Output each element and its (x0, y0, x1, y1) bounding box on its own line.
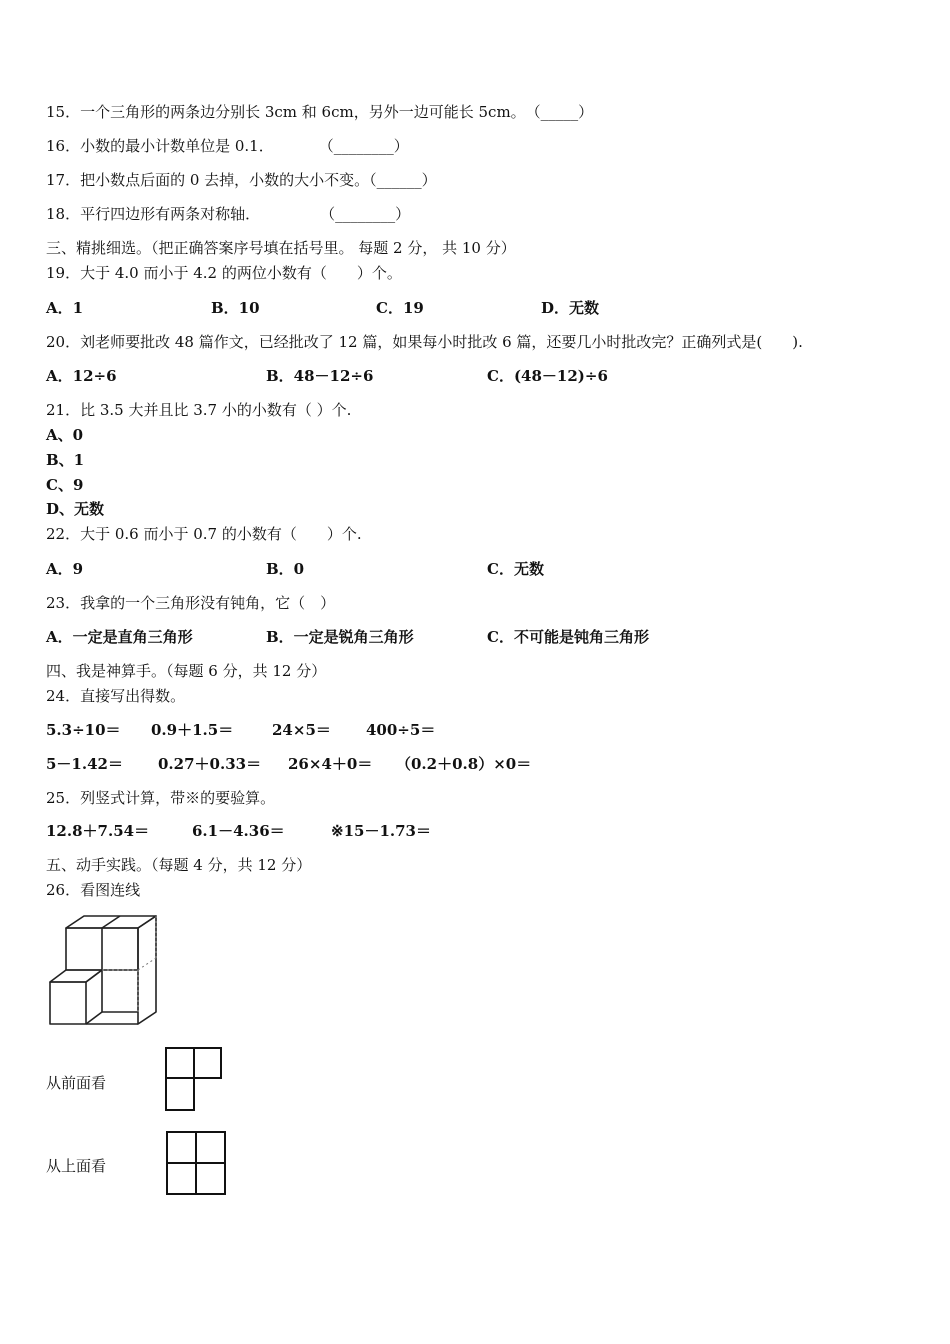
question-15: 15．一个三角形的两条边分别长 3cm 和 6cm，另外一边可能长 5cm。 （_____） (46, 103, 594, 121)
q19-option-a: A．1 (46, 299, 84, 317)
q25-item: 12.8＋7.54＝ (46, 822, 150, 840)
q21-option-a: A、0 (46, 426, 84, 444)
q24-item: 0.9＋1.5＝ (151, 721, 234, 739)
question-21-stem: 21．比 3.5 大并且比 3.7 小的小数有（ ）个. (46, 401, 352, 419)
question-19-stem: 19．大于 4.0 而小于 4.2 的两位小数有（ ）个。 (46, 264, 402, 282)
q22-option-b: B．0 (266, 560, 305, 578)
q25-item: ※15－1.73＝ (331, 822, 431, 840)
question-24-stem: 24．直接写出得数。 (46, 687, 186, 705)
q21-option-b: B、1 (46, 451, 85, 469)
q21-option-c: C、9 (46, 476, 84, 494)
q25-item: 6.1－4.36＝ (192, 822, 285, 840)
question-18: 18．平行四边形有两条对称轴． （________） (46, 205, 411, 223)
question-25-stem: 25．列竖式计算，带※的要验算。 (46, 789, 276, 807)
q19-option-d: D．无数 (541, 299, 600, 317)
cube-stack-figure (44, 912, 158, 1030)
section-5-title: 五、动手实践。（每题 4 分，共 12 分） (46, 856, 312, 874)
q20-option-b: B．48－12÷6 (266, 367, 374, 385)
q20-option-c: C．(48－12)÷6 (487, 367, 608, 385)
q19-option-c: C．19 (376, 299, 424, 317)
front-view-figure (163, 1044, 225, 1114)
q24-item: 5－1.42＝ (46, 755, 123, 773)
section-3-title: 三、精挑细选。（把正确答案序号填在括号里。 每题 2 分， 共 10 分） (46, 239, 516, 257)
question-22-stem: 22．大于 0.6 而小于 0.7 的小数有（ ）个. (46, 525, 362, 543)
question-16: 16．小数的最小计数单位是 0.1． （________） (46, 137, 409, 155)
q24-item: 0.27＋0.33＝ (158, 755, 262, 773)
question-23-stem: 23．我拿的一个三角形没有钝角，它（ ） (46, 594, 336, 612)
q21-option-d: D、无数 (46, 500, 105, 518)
q24-item: 5.3÷10＝ (46, 721, 121, 739)
q20-option-a: A．12÷6 (46, 367, 117, 385)
label-front-view: 从前面看 (46, 1074, 107, 1092)
section-4-title: 四、我是神算手。（每题 6 分，共 12 分） (46, 662, 327, 680)
q24-item: 26×4＋0＝ (288, 755, 373, 773)
q19-option-b: B．10 (211, 299, 260, 317)
q24-item: （0.2＋0.8）×0＝ (396, 755, 532, 773)
top-view-figure (163, 1127, 229, 1199)
q23-option-a: A．一定是直角三角形 (46, 628, 193, 646)
label-top-view: 从上面看 (46, 1157, 107, 1175)
q23-option-b: B．一定是锐角三角形 (266, 628, 414, 646)
question-17: 17．把小数点后面的 0 去掉，小数的大小不变。（______） (46, 171, 437, 189)
q24-item: 24×5＝ (272, 721, 331, 739)
q23-option-c: C．不可能是钝角三角形 (487, 628, 649, 646)
q22-option-a: A．9 (46, 560, 84, 578)
q24-item: 400÷5＝ (366, 721, 436, 739)
q22-option-c: C．无数 (487, 560, 544, 578)
question-26-stem: 26．看图连线 (46, 881, 141, 899)
question-20-stem: 20．刘老师要批改 48 篇作文，已经批改了 12 篇，如果每小时批改 6 篇，还要几小时批改完？正确列式是( ). (46, 333, 803, 351)
